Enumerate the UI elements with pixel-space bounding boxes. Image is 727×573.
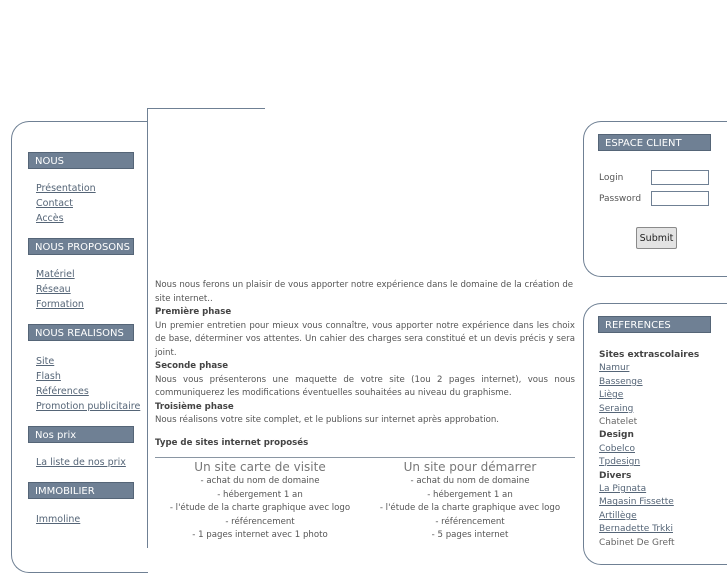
reference-item: Chatelet xyxy=(599,417,638,427)
phase3-title: Troisième phase xyxy=(155,401,234,412)
submit-button[interactable]: Submit xyxy=(636,227,677,249)
reference-item: Cabinet De Greft xyxy=(599,537,675,548)
reference-item[interactable]: Magasin Fissette xyxy=(599,497,674,508)
nav-link-flash[interactable]: Flash xyxy=(36,371,61,382)
nav-link-liste-prix[interactable]: La liste de nos prix xyxy=(36,457,126,468)
phase2-title: Seconde phase xyxy=(155,361,229,371)
offer-line: - l'étude de la charte graphique avec logo xyxy=(169,503,351,513)
reference-category: Design xyxy=(599,430,634,441)
nav-section-header-immobilier: IMMOBILIER xyxy=(28,482,134,499)
reference-item[interactable]: Artillège xyxy=(599,510,637,521)
offer-line: - l'étude de la charte graphique avec logo xyxy=(379,503,561,513)
nav-link-references[interactable]: Références xyxy=(36,386,89,397)
nav-link-site[interactable]: Site xyxy=(36,356,55,367)
offer-line: - référencement xyxy=(225,516,295,527)
nav-link-immoline[interactable]: Immoline xyxy=(36,514,81,525)
phase3-text: Nous réalisons votre site complet, et le publions sur internet après approbation. xyxy=(155,415,500,425)
nav-section-header-prix: Nos prix xyxy=(28,426,134,443)
offer-title: Un site carte de visite xyxy=(194,460,326,474)
offer-line: - achat du nom de domaine xyxy=(200,476,320,486)
offer-pour-demarrer xyxy=(365,460,575,543)
site-types-title: Type de sites internet proposés xyxy=(155,437,309,448)
content-top-divider xyxy=(147,108,265,109)
reference-category: Sites extrascolaires xyxy=(599,350,700,360)
password-label: Password xyxy=(599,194,642,204)
reference-item[interactable]: Seraing xyxy=(599,403,634,414)
reference-item[interactable]: La Pignata xyxy=(599,484,647,494)
reference-item[interactable]: Bernadette Trkki xyxy=(599,524,673,535)
offer-line: - hébergement 1 an xyxy=(217,489,303,500)
offer-line: - 5 pages internet xyxy=(431,530,509,540)
password-input[interactable] xyxy=(651,191,709,206)
main-content xyxy=(155,279,575,450)
nav-link-reseau[interactable]: Réseau xyxy=(36,284,71,295)
phase1-title: Première phase xyxy=(155,307,232,317)
offer-title: Un site pour démarrer xyxy=(403,460,537,474)
offer-line: - référencement xyxy=(435,516,505,527)
content-left-divider xyxy=(147,108,148,548)
client-panel-header: ESPACE CLIENT xyxy=(598,134,711,151)
offer-line: - 1 pages internet avec 1 photo xyxy=(192,530,328,540)
reference-item[interactable]: Bassenge xyxy=(599,376,643,387)
reference-item[interactable]: Tpdesign xyxy=(599,457,641,468)
offer-line: - achat du nom de domaine xyxy=(410,476,530,486)
reference-category: Divers xyxy=(599,470,632,481)
left-nav-panel xyxy=(11,121,148,573)
reference-item[interactable]: Cobelco xyxy=(599,443,635,454)
login-input[interactable] xyxy=(651,170,709,185)
phase1-text: Un premier entretien pour mieux vous connaître, vous apporter notre expérience dans les choix de base, déterminer vos attentes. Un cahier des charges sera constitué et un devis précis y sera joint. xyxy=(155,320,575,358)
offer-carte-de-visite xyxy=(155,460,365,543)
nav-link-formation[interactable]: Formation xyxy=(36,299,84,310)
client-login-panel xyxy=(583,121,727,277)
references-panel xyxy=(583,303,727,565)
nav-link-acces[interactable]: Accès xyxy=(36,213,64,224)
intro-text: Nous nous ferons un plaisir de vous apporter notre expérience dans le domaine de la création de site internet.. xyxy=(155,280,574,304)
nav-link-promotion[interactable]: Promotion publicitaire xyxy=(36,401,141,412)
offers-divider xyxy=(155,457,575,458)
login-label: Login xyxy=(599,173,624,183)
phase2-text: Nous vous présenterons une maquette de votre site (1ou 2 pages internet), vous nous communiquerez les modifications éventuelles souhaitées au niveau du graphisme. xyxy=(155,374,575,398)
reference-item[interactable]: Liège xyxy=(599,390,624,401)
references-header: REFERENCES xyxy=(598,316,711,333)
nav-link-materiel[interactable]: Matériel xyxy=(36,269,75,280)
nav-section-header-nous: NOUS xyxy=(28,152,134,169)
nav-section-header-proposons: NOUS PROPOSONS xyxy=(28,238,134,255)
nav-section-header-realisons: NOUS REALISONS xyxy=(28,324,134,341)
nav-link-contact[interactable]: Contact xyxy=(36,198,73,209)
reference-item[interactable]: Namur xyxy=(599,363,630,374)
nav-link-presentation[interactable]: Présentation xyxy=(36,183,96,194)
offer-line: - hébergement 1 an xyxy=(427,489,513,500)
